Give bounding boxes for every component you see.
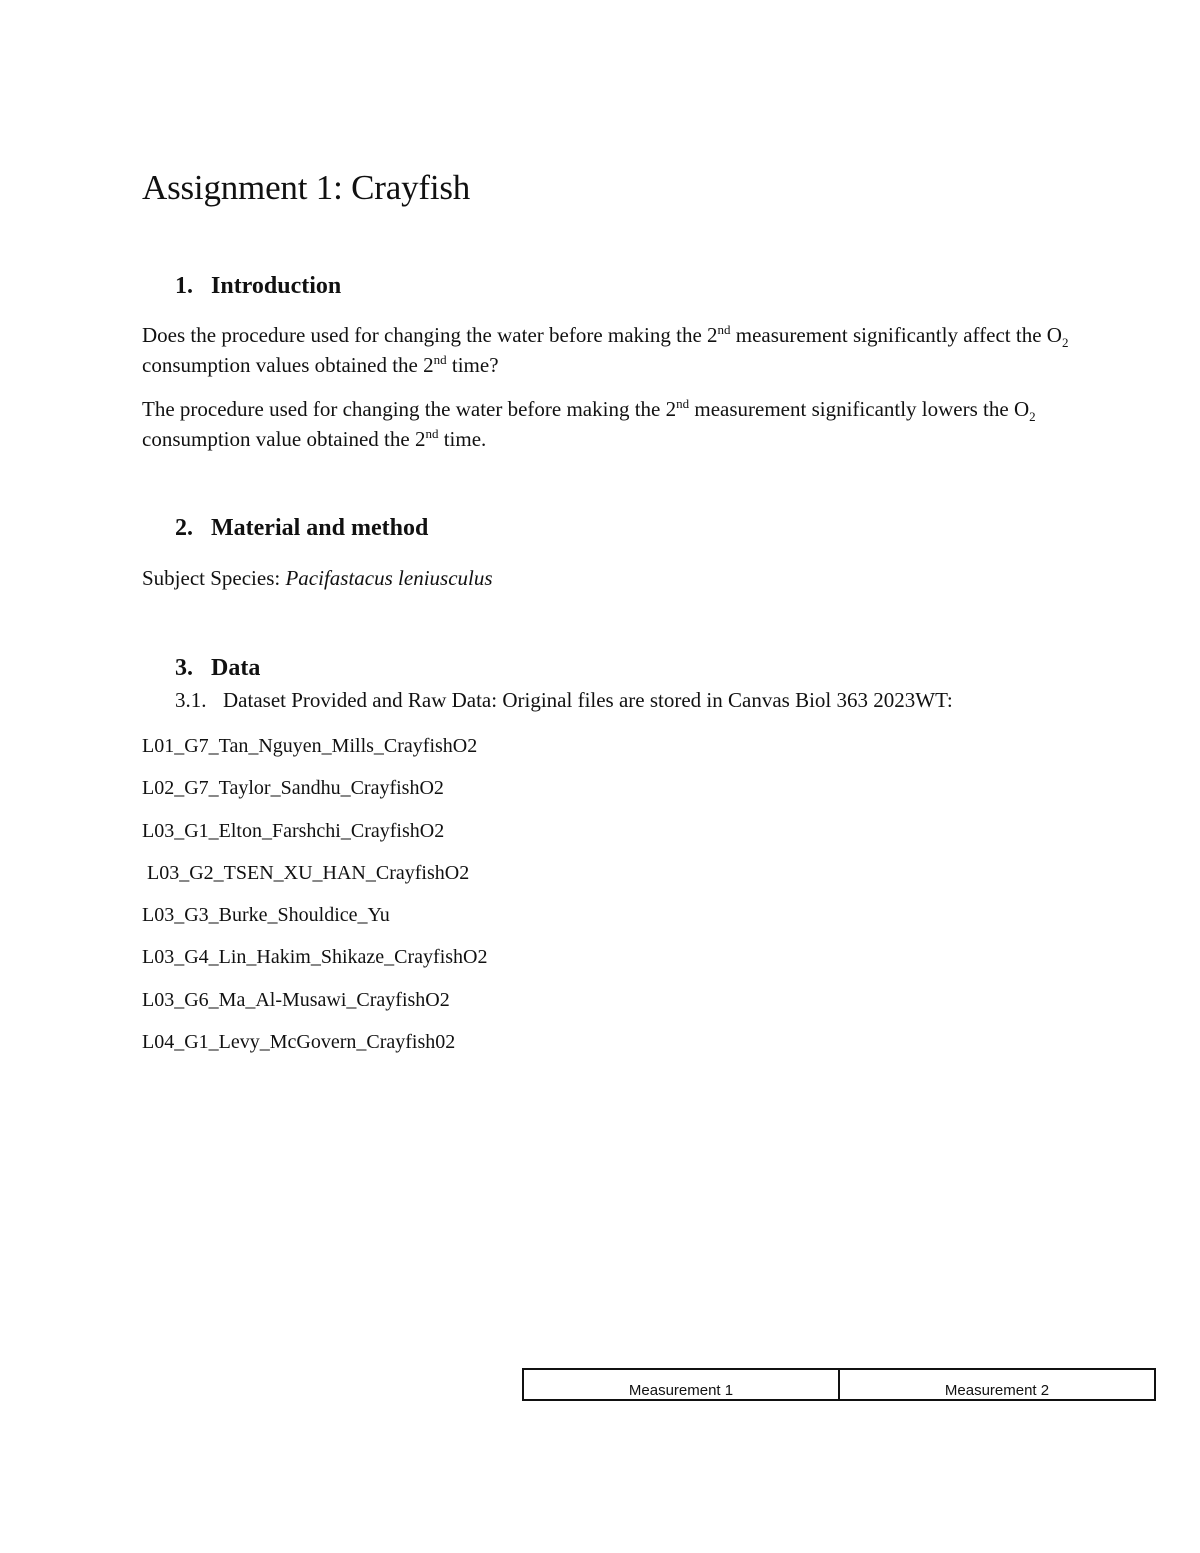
table-header-measurement-2: Measurement 2 [839,1369,1155,1400]
research-question: Does the procedure used for changing the water before making the 2nd measurement significantly affect the $O_2$ consumption values obtained the 2nd time? [142,322,1069,377]
file-name: L01_G7_Tan_Nguyen_Mills_CrayfishO2 [142,735,478,757]
species-name: Pacifastacus leniusculus [285,566,493,590]
document-title: Assignment 1: Crayfish [142,168,471,207]
section-number: 3. [175,655,193,681]
file-name: L03_G3_Burke_Shouldice_Yu [142,904,390,927]
table-header-measurement-1: Measurement 1 [523,1369,839,1400]
section-number: 1. [175,273,193,299]
file-name: L03_G6_Ma_Al-Musawi_CrayfishO2 [142,988,450,1011]
section-heading-material-method [175,515,428,542]
table-header-row [523,1369,1155,1400]
file-name: L03_G2_TSEN_XU_HAN_CrayfishO2 [147,861,470,884]
subsection-text: Dataset Provided and Raw Data: Original files are stored in Canvas Biol 363 2023WT: [223,688,953,712]
file-name: L02_G7_Taylor_Sandhu_CrayfishO2 [142,777,444,800]
file-name: L03_G4_Lin_Hakim_Shikaze_CrayfishO2 [142,946,488,969]
file-name: L04_G1_Levy_McGovern_Crayfish02 [142,1031,456,1054]
section-heading-introduction [175,273,341,300]
section-number: 2. [175,515,193,541]
section-title: Introduction [211,273,342,299]
subsection-number: 3.1. [175,688,207,712]
section-title: Data [211,655,261,681]
hypothesis-statement: The procedure used for changing the water before making the 2nd measurement significantly lowers the $O_2$ consumption value obtained the 2nd time. [142,396,1036,451]
subject-species [142,563,1102,593]
file-name: L03_G1_Elton_Farshchi_CrayfishO2 [142,819,445,842]
subsection-dataset [175,688,953,713]
section-heading-data [175,655,260,682]
measurement-table [522,1368,1156,1401]
species-label: Subject Species: [142,566,286,590]
file-list [142,731,488,1069]
section-title: Material and method [211,515,429,541]
